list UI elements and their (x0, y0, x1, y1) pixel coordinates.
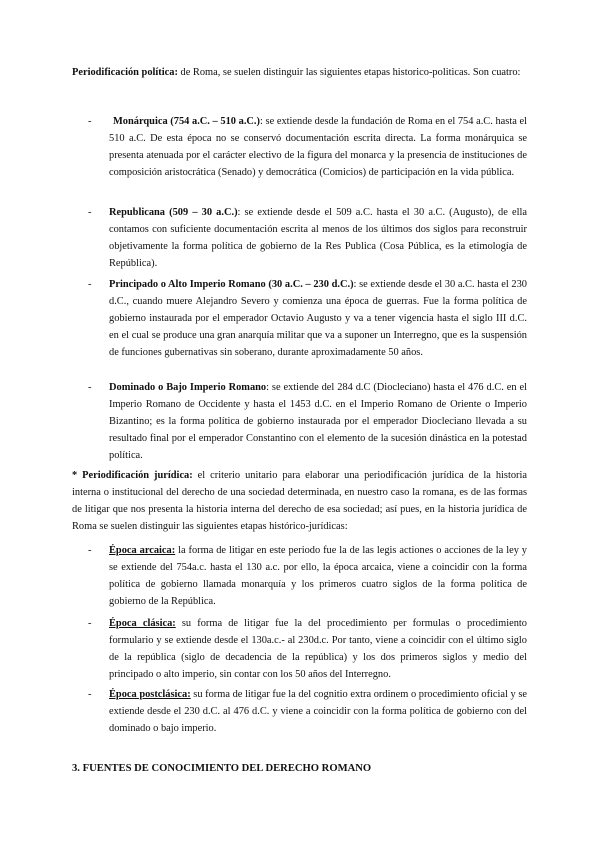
section-heading: 3. FUENTES DE CONOCIMIENTO DEL DERECHO ROMANO (72, 763, 372, 774)
list-dash: - (88, 116, 92, 127)
period-text: : se extiende desde la fundación de Roma en el 754 a.C. hasta el 510 a.C. De esta época no se conservó documentación escrita directa. La forma monárquica se presenta atenuada por el carácter electivo de la figura del monarca y la presencia de instituciones de composición aristocrática (Senado) y democrática (Comicios) de participación en la vida pública. (109, 116, 527, 178)
epoch-text: la forma de litigar en este periodo fue la de las legis actiones o acciones de la ley y se extiende del 754a.c. hasta el 130 a.c. por ello, la época arcaica, viene a coincidir con la forma política de gobierno llamada monarquía y los primeros cuatro siglos de la forma política de gobierno de la República. (109, 545, 527, 607)
intro-text: de Roma, se suelen distinguir las siguientes etapas historico-politicas. Son cuatro: (177, 67, 521, 78)
period-republicana (90, 204, 527, 272)
epoch-text: su forma de litigar fue la del procedimiento per formulas o procedimiento formulario y se extiende desde el 130a.c.- al 230d.c. Por tanto, viene a coincidir con el último siglo de la república (siglo de decadencia de la república) y los dos primeros siglos y medio del principado o alto imperio, sin contar con los 50 años del Interregno. (109, 618, 527, 680)
epoch-clasica (90, 615, 527, 683)
period-title: Dominado o Bajo Imperio Romano (109, 382, 267, 393)
period-text: : se extiende desde el 30 a.C. hasta el 230 d.C., cuando muere Alejandro Severo y comienza una época de guerras. Fue la forma política de gobierno instaurada por el emperador Octavio Augusto y va a tener vigencia hasta el siglo III d.C. en el cual se produce una gran anarquía militar que va a suponer un Interregno, que es la suspensión de funciones gubernativas sin soberano, durante aproximadamente 50 años. (109, 279, 527, 358)
period-title: Monárquica (754 a.C. – 510 a.C.) (113, 116, 260, 127)
list-dash: - (88, 382, 92, 393)
epoch-text: su forma de litigar fue la del cognitio extra ordinem o procedimiento oficial y se extiende desde el 230 d.C. al 476 d.C. y viene a coincidir con la forma política de gobierno con del dominado o bajo imperio. (109, 689, 527, 734)
period-text: : se extiende desde el 509 a.C. hasta el 30 a.C. (Augusto), de ella contamos con suficiente documentación escrita al menos de los últimos dos siglos para reconstruir objetivamente la forma política de gobierno de la Res Publica (Cosa Pública, es la etimología de República). (109, 207, 527, 269)
period-text: : se extiende del 284 d.C (Diocleciano) hasta el 476 d.C. en el Imperio Romano de Occidente y hasta el 1453 d.C. en el Imperio Romano de Oriente o Imperio Bizantino; es la forma política de gobierno instaurada por el emperador Diocleciano llevada a su resultado final por el emperador Constantino con el elemento de la sucesión dinástica en la potestad política. (109, 382, 527, 461)
epoch-title: Época clásica: (109, 618, 176, 629)
epoch-arcaica (90, 542, 527, 610)
list-dash: - (88, 689, 92, 700)
period-dominado (90, 379, 527, 464)
period-monarquica (90, 113, 527, 181)
epoch-title: Época postclásica: (109, 689, 191, 700)
list-dash: - (88, 618, 92, 629)
juridical-paragraph (72, 467, 527, 535)
intro-paragraph (72, 64, 527, 81)
list-dash: - (88, 545, 92, 556)
period-title: Principado o Alto Imperio Romano (30 a.C. – 230 d.C.) (109, 279, 354, 290)
period-principado (90, 276, 527, 361)
epoch-title: Época arcaica: (109, 545, 176, 556)
juridical-text: el criterio unitario para elaborar una periodificación jurídica de la historia interna o institucional del derecho de una sociedad determinada, en nuestro caso la romana, es de las formas de litigar que nos presenta la historia interna del derecho de esa sociedad; así pues, en la historia jurídica de Roma se suelen distinguir las siguientes etapas histórico-jurídicas: (72, 470, 527, 532)
intro-label: Periodificación política: (72, 67, 178, 78)
list-dash: - (88, 279, 92, 290)
epoch-postclasica (90, 686, 527, 737)
period-title: Republicana (509 – 30 a.C.) (109, 207, 238, 218)
list-dash: - (88, 207, 92, 218)
juridical-label: * Periodificación jurídica: (72, 470, 193, 481)
